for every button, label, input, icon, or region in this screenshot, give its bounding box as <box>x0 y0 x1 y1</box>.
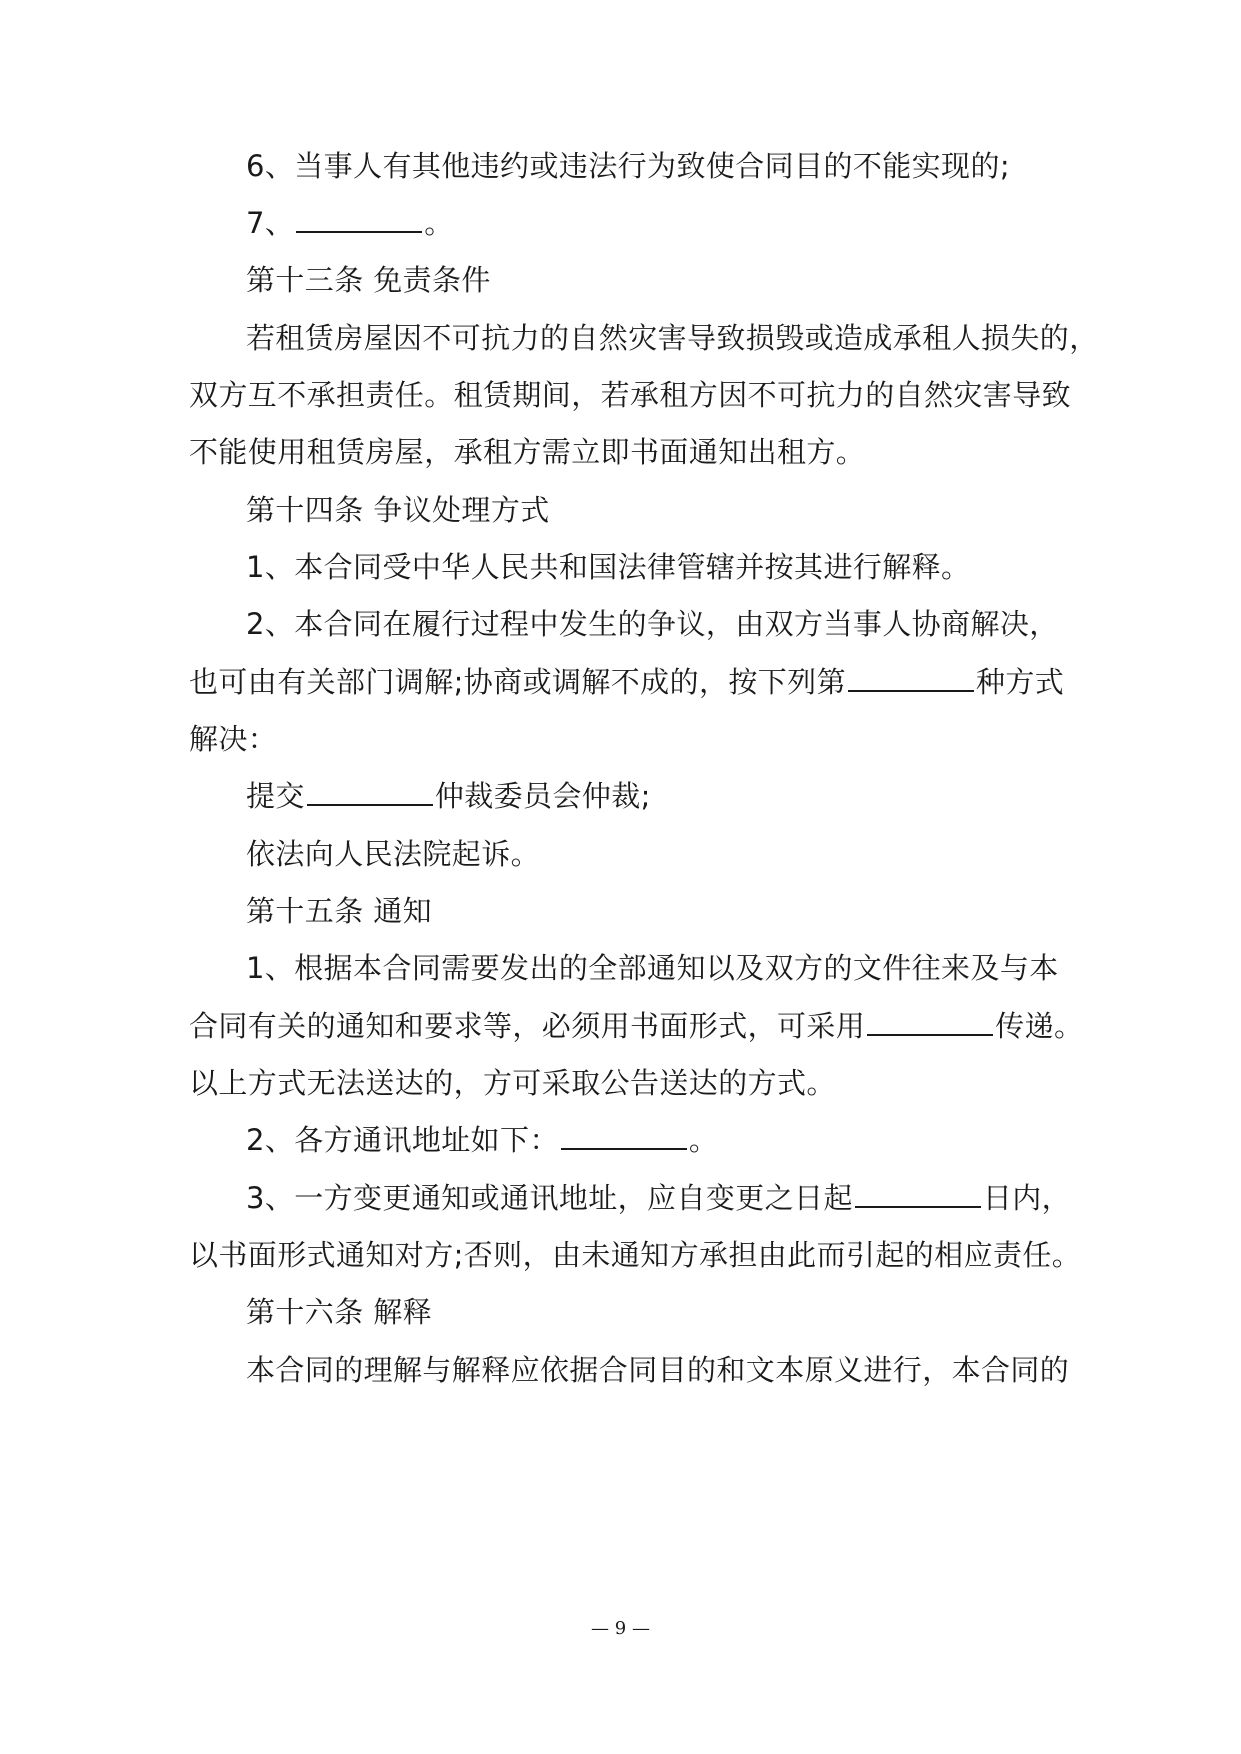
fill-in-blank <box>561 1122 687 1150</box>
text-segment: 第十三条 免责条件 <box>246 263 491 297</box>
text-segment: 传递。 <box>995 1009 1084 1043</box>
text-segment: 2、本合同在履行过程中发生的争议，由双方当事人协商解决， <box>246 607 1059 641</box>
text-segment: 解决： <box>189 722 278 756</box>
clause-16-paragraph-line <box>246 1352 1069 1388</box>
text-segment: 不能使用租赁房屋，承租方需立即书面通知出租方。 <box>189 435 866 469</box>
text-segment: 日内， <box>982 1181 1072 1215</box>
clause-14-option-litigation <box>246 836 540 872</box>
text-segment: 种方式 <box>975 665 1065 699</box>
clause-16-heading <box>246 1294 432 1330</box>
text-segment: 以书面形式通知对方;否则，由未通知方承担由此而引起的相应责任。 <box>189 1238 1082 1272</box>
text-segment: 第十六条 解释 <box>246 1295 433 1329</box>
text-segment: 1、本合同受中华人民共和国法律管辖并按其进行解释。 <box>246 550 971 584</box>
text-segment: 若租赁房屋因不可抗力的自然灾害导致损毁或造成承租人损失的， <box>246 321 1099 355</box>
text-segment: 第十五条 通知 <box>246 894 433 928</box>
clause-13-paragraph-line <box>189 377 1071 413</box>
text-segment: 。 <box>424 206 454 240</box>
clause-13-heading <box>246 262 491 298</box>
clause-15-heading <box>246 893 432 929</box>
clause-15-item-1 <box>246 950 1059 986</box>
clause-15-item-3 <box>246 1180 1071 1216</box>
text-segment: 依法向人民法院起诉。 <box>246 837 541 871</box>
fill-in-blank <box>848 664 974 692</box>
clause-12-item-7 <box>246 205 454 241</box>
clause-14-item-2-line <box>189 664 1064 700</box>
clause-14-item-2-line <box>189 721 277 757</box>
clause-15-item-1-line <box>189 1065 836 1101</box>
text-segment: 提交 <box>246 779 305 813</box>
clause-15-item-1-line <box>189 1008 1083 1044</box>
text-segment: 也可由有关部门调解;协商或调解不成的，按下列第 <box>189 665 846 699</box>
fill-in-blank <box>867 1008 993 1036</box>
text-segment: 双方互不承担责任。租赁期间，若承租方因不可抗力的自然灾害导致 <box>189 378 1072 412</box>
text-segment: 2、各方通讯地址如下： <box>246 1123 559 1157</box>
text-segment: 。 <box>688 1123 719 1157</box>
clause-14-item-1 <box>246 549 970 585</box>
text-segment: 本合同的理解与解释应依据合同目的和文本原义进行，本合同的 <box>246 1353 1070 1387</box>
text-segment: 第十四条 争议处理方式 <box>246 493 550 527</box>
text-segment: 以上方式无法送达的，方可采取公告送达的方式。 <box>189 1066 836 1100</box>
clause-14-heading <box>246 492 550 528</box>
page-number: — 9 — <box>591 1618 650 1639</box>
clause-14-item-2 <box>246 606 1059 642</box>
text-segment: 6、当事人有其他违约或违法行为致使合同目的不能实现的; <box>246 149 1011 183</box>
clause-15-item-3-line <box>189 1237 1081 1273</box>
clause-12-item-6 <box>246 148 1010 184</box>
clause-13-paragraph-line <box>246 320 1099 356</box>
fill-in-blank <box>307 778 433 806</box>
clause-15-item-2 <box>246 1122 718 1158</box>
text-segment: 3、一方变更通知或通讯地址，应自变更之日起 <box>246 1181 853 1215</box>
text-segment: 7、 <box>246 206 295 240</box>
fill-in-blank <box>296 205 422 233</box>
text-segment: 1、根据本合同需要发出的全部通知以及双方的文件往来及与本 <box>246 951 1059 985</box>
fill-in-blank <box>855 1180 981 1208</box>
text-segment: 仲裁委员会仲裁; <box>434 779 651 813</box>
text-segment: 合同有关的通知和要求等，必须用书面形式，可采用 <box>189 1009 866 1043</box>
clause-13-paragraph-line <box>189 434 865 470</box>
clause-14-option-arbitration <box>246 778 651 814</box>
